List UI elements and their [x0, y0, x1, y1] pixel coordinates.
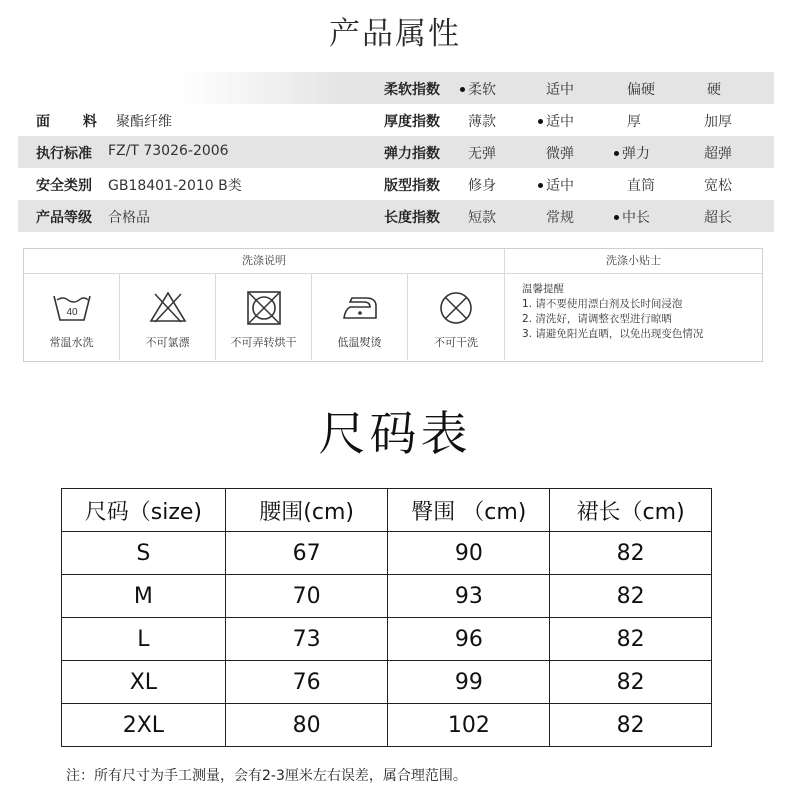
size-cell: M: [62, 575, 226, 618]
size-cell: L: [62, 618, 226, 661]
table-row: [62, 618, 712, 661]
wash-caption: 常温水洗: [49, 336, 94, 349]
attribute-row-3: [18, 136, 774, 168]
washing-panel: [23, 248, 763, 362]
size-table: [61, 488, 712, 747]
index-option: 超弹: [704, 146, 732, 162]
hip-cell: 102: [388, 704, 550, 747]
index-option: 适中: [538, 175, 574, 195]
table-header-row: [62, 489, 712, 532]
tip-line: 1. 请不要使用漂白剂及长时间浸泡: [522, 298, 683, 310]
no-tumble-dry-icon: [244, 290, 284, 326]
index-option: 硬: [707, 82, 721, 98]
no-dry-clean-icon: [436, 290, 476, 326]
length-cell: 82: [550, 575, 712, 618]
index-option: 宽松: [704, 178, 732, 194]
grade-label: 产品等级: [36, 210, 92, 226]
column-header: 臀围 （cm): [388, 489, 550, 532]
standard-value: FZ/T 73026-2006: [108, 143, 229, 159]
low-iron-icon: [340, 290, 380, 324]
index-label: 长度指数: [384, 210, 440, 226]
wash-caption: 不可氯漂: [145, 336, 190, 349]
column-header: 腰围(cm): [225, 489, 388, 532]
index-label: 厚度指数: [384, 114, 440, 130]
selected-dot-icon: [538, 183, 543, 188]
measurement-note: 注：所有尺寸为手工测量，会有2-3厘米左右误差，属合理范围。: [66, 768, 467, 784]
index-option: 弹力: [614, 143, 650, 163]
washing-tips: [522, 282, 703, 342]
wash-item: [120, 274, 216, 360]
size-chart-title: 尺码表: [318, 407, 472, 462]
column-header: 尺码（size): [62, 489, 226, 532]
table-row: [62, 575, 712, 618]
standard-label: 执行标准: [36, 146, 92, 162]
index-option: 中长: [614, 207, 650, 227]
selected-dot-icon: [538, 119, 543, 124]
index-option: 适中: [546, 82, 574, 98]
length-cell: 82: [550, 704, 712, 747]
selected-dot-icon: [614, 151, 619, 156]
washing-heading: 洗涤说明: [24, 249, 505, 274]
index-label: 版型指数: [384, 178, 440, 194]
attribute-row-5: [18, 200, 774, 232]
index-option: 短款: [468, 210, 496, 226]
wash-caption: 低温熨烫: [337, 336, 382, 349]
wash-40-icon: [52, 290, 92, 324]
hip-cell: 99: [388, 661, 550, 704]
safety-value: GB18401-2010 B类: [108, 178, 242, 194]
wash-item: [216, 274, 312, 360]
index-option: 常规: [546, 210, 574, 226]
hip-cell: 96: [388, 618, 550, 661]
column-header: 裙长（cm): [550, 489, 712, 532]
index-option: 超长: [704, 210, 732, 226]
table-row: [62, 704, 712, 747]
selected-dot-icon: [460, 87, 465, 92]
waist-cell: 73: [225, 618, 388, 661]
wash-item: [312, 274, 408, 360]
attribute-row-1: [18, 72, 774, 104]
length-cell: 82: [550, 618, 712, 661]
tips-title: 温馨提醒: [522, 283, 564, 295]
index-option: 修身: [468, 178, 496, 194]
length-cell: 82: [550, 661, 712, 704]
index-label: 柔软指数: [384, 82, 440, 98]
attribute-row-2: [18, 104, 774, 136]
no-bleach-icon: [148, 290, 188, 324]
waist-cell: 80: [225, 704, 388, 747]
safety-label: 安全类别: [36, 178, 92, 194]
fabric-value: 聚酯纤维: [116, 114, 172, 130]
length-cell: 82: [550, 532, 712, 575]
hip-cell: 93: [388, 575, 550, 618]
waist-cell: 76: [225, 661, 388, 704]
svg-text:40: 40: [65, 307, 78, 318]
index-option: 直筒: [627, 178, 655, 194]
tip-line: 2. 清洗好，请调整衣型进行晾晒: [522, 313, 672, 325]
size-cell: XL: [62, 661, 226, 704]
wash-caption: 不可弄转烘干: [230, 336, 297, 349]
attributes-title: 产品属性: [329, 16, 461, 52]
index-option: 微弹: [546, 146, 574, 162]
index-option: 偏硬: [627, 82, 655, 98]
size-cell: 2XL: [62, 704, 226, 747]
index-option: 适中: [538, 111, 574, 131]
index-option: 柔软: [460, 79, 496, 99]
selected-dot-icon: [614, 215, 619, 220]
size-cell: S: [62, 532, 226, 575]
washing-tips-heading: 洗涤小贴士: [505, 249, 762, 274]
waist-cell: 70: [225, 575, 388, 618]
index-option: 加厚: [704, 114, 732, 130]
wash-item: [24, 274, 120, 360]
wash-item: [408, 274, 505, 360]
hip-cell: 90: [388, 532, 550, 575]
index-option: 厚: [627, 114, 641, 130]
wash-caption: 不可干洗: [434, 336, 478, 349]
grade-value: 合格品: [108, 210, 150, 226]
waist-cell: 67: [225, 532, 388, 575]
fabric-label: 面 料: [36, 114, 111, 130]
table-row: [62, 661, 712, 704]
tip-line: 3. 请避免阳光直晒，以免出现变色情况: [522, 328, 704, 340]
index-option: 无弹: [468, 146, 496, 162]
index-option: 薄款: [468, 114, 496, 130]
index-label: 弹力指数: [384, 146, 440, 162]
attribute-row-4: [18, 168, 774, 200]
table-row: [62, 532, 712, 575]
